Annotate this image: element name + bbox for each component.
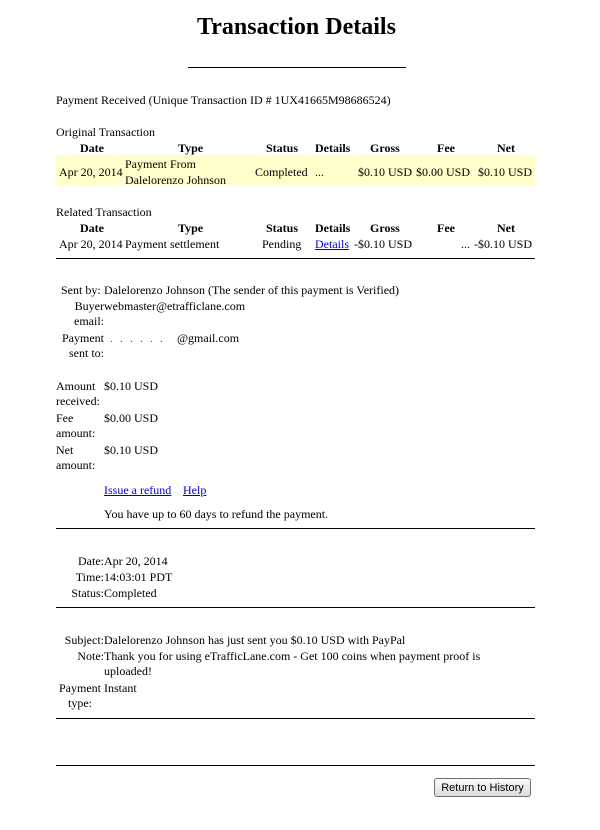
refund-window-note: You have up to 60 days to refund the payment. — [104, 507, 329, 521]
original-date: Apr 20, 2014 — [59, 165, 123, 179]
return-to-history-button[interactable]: Return to History — [434, 778, 531, 797]
footer-divider — [56, 765, 535, 766]
net-amount-label: Net amount: — [56, 443, 96, 472]
status-label: Status: — [71, 586, 104, 600]
original-gross: $0.10 USD — [358, 165, 413, 179]
buyer-email-label: Buyer email: — [74, 299, 104, 328]
time-label: Time: — [75, 570, 104, 584]
related-details-link[interactable]: Details — [315, 237, 349, 251]
original-transaction-heading: Original Transaction — [56, 125, 155, 139]
related-status: Pending — [262, 237, 302, 251]
col-gross-header: Gross — [370, 141, 400, 155]
original-fee: $0.00 USD — [416, 165, 471, 179]
section-divider — [56, 258, 535, 259]
col-type-header: Type — [178, 221, 204, 235]
date-value: Apr 20, 2014 — [104, 554, 168, 568]
col-status-header: Status — [266, 221, 299, 235]
note-value: Thank you for using eTrafficLane.com - Get 100 coins when payment proof is uploaded! — [104, 649, 481, 678]
sent-by-label: Sent by: — [61, 283, 101, 297]
col-net-header: Net — [497, 221, 515, 235]
related-type: Payment settlement — [125, 237, 220, 251]
col-date-header: Date — [80, 141, 104, 155]
col-fee-header: Fee — [437, 221, 455, 235]
col-date-header: Date — [80, 221, 104, 235]
masked-email-prefix: . . . . . . — [110, 331, 165, 345]
related-gross: -$0.10 USD — [354, 237, 413, 251]
sent-by-value: Dalelorenzo Johnson (The sender of this payment is Verified) — [104, 283, 400, 297]
title-divider — [188, 67, 406, 68]
payment-sent-to-value: @gmail.com — [177, 331, 240, 345]
note-label: Note: — [77, 649, 104, 663]
col-net-header: Net — [497, 141, 515, 155]
net-amount-value: $0.10 USD — [104, 443, 159, 457]
time-value: 14:03:01 PDT — [104, 570, 173, 584]
original-net: $0.10 USD — [478, 165, 533, 179]
original-type-line1: Payment From — [125, 157, 196, 171]
col-status-header: Status — [266, 141, 299, 155]
amount-received-value: $0.10 USD — [104, 379, 159, 393]
col-gross-header: Gross — [370, 221, 400, 235]
section-divider — [56, 718, 535, 719]
help-link[interactable]: Help — [183, 483, 207, 497]
section-divider — [56, 607, 535, 608]
original-type-line2: Dalelorenzo Johnson — [125, 173, 226, 187]
payment-sent-to-label: Payment sent to: — [62, 331, 104, 360]
related-net: -$0.10 USD — [474, 237, 533, 251]
buyer-email-value: webmaster@etrafficlane.com — [104, 299, 246, 313]
payment-type-value: Instant — [104, 681, 137, 695]
payment-type-label: Payment type: — [59, 681, 101, 710]
related-fee: ... — [461, 237, 470, 251]
col-details-header: Details — [315, 141, 351, 155]
amount-received-label: Amount received: — [56, 379, 100, 408]
page-title: Transaction Details — [197, 14, 396, 40]
section-divider — [56, 528, 535, 529]
fee-amount-label: Fee amount: — [56, 411, 96, 440]
col-type-header: Type — [178, 141, 204, 155]
col-fee-header: Fee — [437, 141, 455, 155]
related-date: Apr 20, 2014 — [59, 237, 123, 251]
subject-value: Dalelorenzo Johnson has just sent you $0.10 USD with PayPal — [104, 633, 406, 647]
original-details: ... — [315, 165, 324, 179]
subject-label: Subject: — [64, 633, 104, 647]
issue-refund-link[interactable]: Issue a refund — [104, 483, 172, 497]
date-label: Date: — [78, 554, 104, 568]
col-details-header: Details — [315, 221, 351, 235]
transaction-summary: Payment Received (Unique Transaction ID # 1UX41665M98686524) — [56, 93, 391, 107]
original-status: Completed — [255, 165, 308, 179]
related-transaction-heading: Related Transaction — [56, 205, 152, 219]
fee-amount-value: $0.00 USD — [104, 411, 159, 425]
status-value: Completed — [104, 586, 157, 600]
